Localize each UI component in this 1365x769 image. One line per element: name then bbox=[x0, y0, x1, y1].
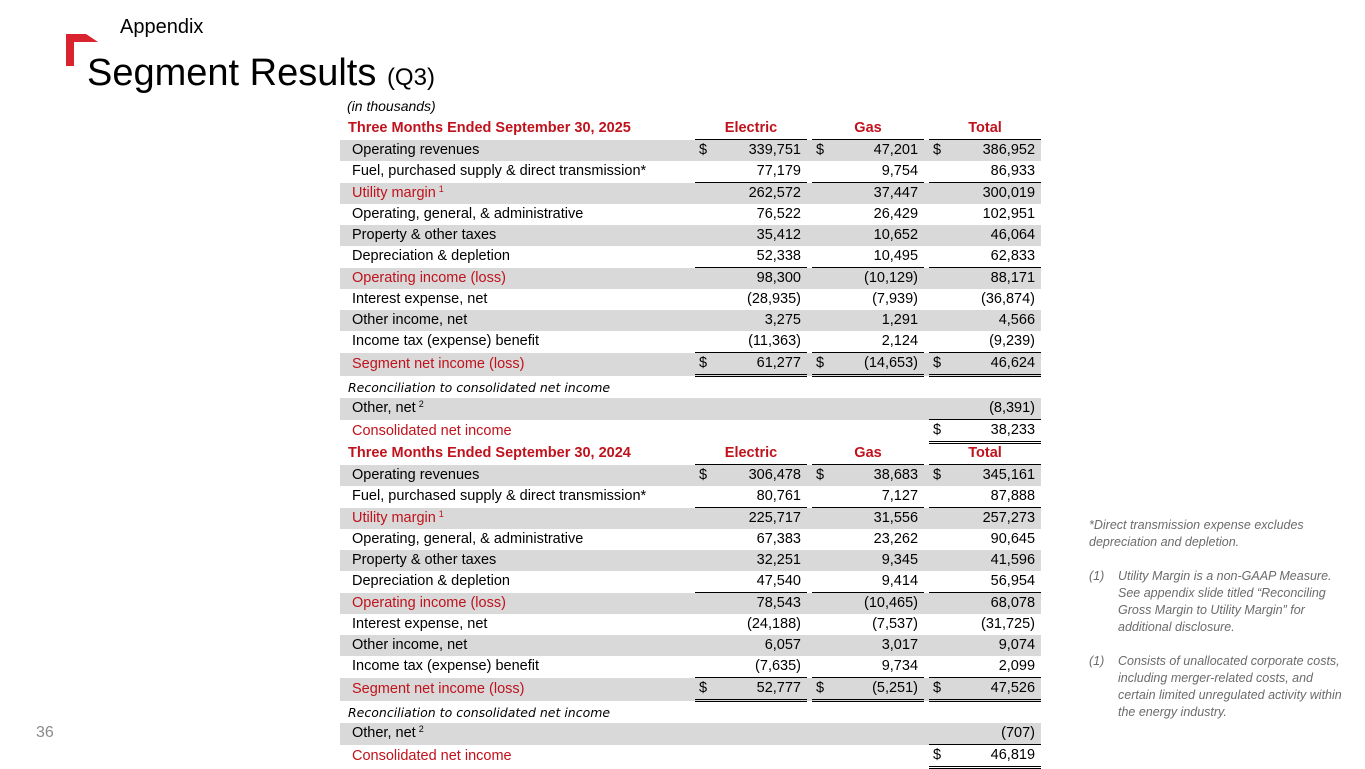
footnote-1 bbox=[1089, 568, 1349, 636]
row-label bbox=[340, 353, 695, 376]
other-net-label-text: Other, net bbox=[352, 725, 416, 742]
row-label bbox=[340, 635, 695, 656]
other-net-value: (8,391) bbox=[949, 398, 1041, 420]
empty-cell bbox=[715, 420, 807, 443]
reconciliation-label: Reconciliation to consolidated net income bbox=[340, 701, 1041, 724]
table-row bbox=[340, 508, 1041, 530]
other-net-label-text: Other, net bbox=[352, 400, 416, 417]
dollar-sign-total bbox=[929, 614, 949, 635]
row-label bbox=[340, 465, 695, 487]
row-label bbox=[340, 486, 695, 508]
section-label: Appendix bbox=[120, 16, 204, 38]
empty-cell bbox=[715, 723, 807, 745]
dollar-sign-gas bbox=[812, 571, 832, 593]
consolidated-row bbox=[340, 420, 1041, 443]
table-header-row bbox=[340, 443, 1041, 465]
dollar-sign-electric bbox=[695, 289, 715, 310]
value-gas: (7,939) bbox=[872, 291, 919, 307]
value-electric: 47,540 bbox=[756, 573, 801, 589]
value-electric: (24,188) bbox=[746, 616, 801, 632]
segment-results-table-2024 bbox=[340, 443, 1041, 769]
table-row bbox=[340, 310, 1041, 331]
value-gas: 10,495 bbox=[873, 248, 919, 264]
value-gas: (14,653) bbox=[832, 353, 924, 376]
dollar-sign-gas bbox=[812, 508, 832, 530]
value-gas: (7,537) bbox=[872, 616, 919, 632]
row-label-text: Property & other taxes bbox=[352, 227, 497, 243]
row-label-text: Interest expense, net bbox=[352, 616, 488, 632]
consolidated-value: 46,819 bbox=[949, 745, 1041, 768]
empty-cell bbox=[832, 723, 924, 745]
dollar-sign-gas bbox=[812, 204, 832, 225]
empty-cell bbox=[695, 398, 715, 420]
column-header-electric: Electric bbox=[724, 445, 778, 461]
value-total: 102,951 bbox=[982, 206, 1036, 222]
row-label bbox=[340, 508, 695, 530]
value-total: 88,171 bbox=[949, 268, 1041, 290]
dollar-sign-electric bbox=[695, 310, 715, 331]
value-electric: 52,777 bbox=[715, 678, 807, 701]
dollar-sign-total bbox=[929, 268, 949, 290]
row-label-text: Operating, general, & administrative bbox=[352, 531, 584, 547]
empty-cell bbox=[695, 745, 715, 768]
dollar-sign-gas: $ bbox=[812, 140, 832, 162]
value-electric: 78,543 bbox=[715, 593, 807, 615]
consolidated-row bbox=[340, 745, 1041, 768]
other-net-label bbox=[340, 398, 695, 420]
empty-cell bbox=[929, 723, 949, 745]
value-gas: 31,556 bbox=[832, 508, 924, 530]
dollar-sign-gas bbox=[812, 310, 832, 331]
table-row bbox=[340, 331, 1041, 353]
value-gas: 9,345 bbox=[832, 550, 924, 571]
dollar-sign-gas bbox=[812, 635, 832, 656]
value-total: 345,161 bbox=[949, 465, 1041, 487]
dollar-sign-total bbox=[929, 593, 949, 615]
value-electric: 32,251 bbox=[715, 550, 807, 571]
value-electric: 61,277 bbox=[715, 353, 807, 376]
empty-cell bbox=[812, 398, 832, 420]
table-row bbox=[340, 614, 1041, 635]
row-label-footnote-ref: 1 bbox=[438, 183, 444, 194]
row-label bbox=[340, 183, 695, 205]
dollar-sign-total: $ bbox=[929, 678, 949, 701]
dollar-sign-electric bbox=[695, 508, 715, 530]
dollar-sign-gas bbox=[812, 268, 832, 290]
row-label-text: Fuel, purchased supply & direct transmission* bbox=[352, 163, 647, 180]
value-total: 4,566 bbox=[949, 310, 1041, 331]
row-label-text: Operating, general, & administrative bbox=[352, 206, 584, 222]
dollar-sign-electric bbox=[695, 571, 715, 593]
row-label-text: Operating revenues bbox=[352, 466, 480, 483]
dollar-sign-total bbox=[929, 529, 949, 550]
value-total: (36,874) bbox=[981, 291, 1036, 307]
value-electric: 3,275 bbox=[715, 310, 807, 331]
value-gas: 47,201 bbox=[832, 140, 924, 162]
table-row bbox=[340, 353, 1041, 376]
dollar-sign-total: $ bbox=[929, 420, 949, 443]
dollar-sign-total: $ bbox=[929, 353, 949, 376]
row-label-text: Property & other taxes bbox=[352, 552, 497, 568]
dollar-sign-gas bbox=[812, 529, 832, 550]
value-gas: (10,129) bbox=[832, 268, 924, 290]
reconciliation-label: Reconciliation to consolidated net income bbox=[340, 376, 1041, 399]
footnote-2 bbox=[1089, 653, 1349, 721]
value-total: 300,019 bbox=[949, 183, 1041, 205]
footnotes bbox=[1089, 517, 1349, 738]
table-row bbox=[340, 140, 1041, 162]
value-total: 87,888 bbox=[990, 488, 1036, 504]
dollar-sign-electric bbox=[695, 161, 715, 183]
column-header-gas: Gas bbox=[854, 120, 882, 136]
dollar-sign-gas bbox=[812, 656, 832, 678]
dollar-sign-total bbox=[929, 550, 949, 571]
dollar-sign-gas bbox=[812, 289, 832, 310]
dollar-sign-total bbox=[929, 183, 949, 205]
dollar-sign-total bbox=[929, 204, 949, 225]
value-total: (9,239) bbox=[989, 333, 1036, 349]
value-total: 41,596 bbox=[949, 550, 1041, 571]
value-total: 90,645 bbox=[990, 531, 1036, 547]
other-net-footnote-ref: 2 bbox=[418, 724, 424, 735]
dollar-sign-total: $ bbox=[929, 465, 949, 487]
dollar-sign-total bbox=[929, 486, 949, 508]
dollar-sign-electric: $ bbox=[695, 465, 715, 487]
value-electric: 35,412 bbox=[715, 225, 807, 246]
consolidated-label: Consolidated net income bbox=[352, 422, 512, 439]
dollar-sign-electric bbox=[695, 635, 715, 656]
dollar-sign-total bbox=[929, 161, 949, 183]
table-row bbox=[340, 529, 1041, 550]
value-electric: 262,572 bbox=[715, 183, 807, 205]
row-label-text: Fuel, purchased supply & direct transmission* bbox=[352, 488, 647, 505]
value-gas: 7,127 bbox=[881, 488, 919, 504]
table-row bbox=[340, 246, 1041, 268]
dollar-sign-total bbox=[929, 656, 949, 678]
table-header-row bbox=[340, 118, 1041, 140]
value-total: 86,933 bbox=[990, 163, 1036, 179]
column-header-electric: Electric bbox=[724, 120, 778, 136]
row-label-text: Operating income (loss) bbox=[352, 594, 506, 611]
empty-cell bbox=[695, 723, 715, 745]
value-electric: 98,300 bbox=[715, 268, 807, 290]
value-electric: 52,338 bbox=[756, 248, 801, 264]
value-electric: 76,522 bbox=[756, 206, 801, 222]
reconciliation-row bbox=[340, 701, 1041, 724]
dollar-sign-gas bbox=[812, 550, 832, 571]
empty-cell bbox=[812, 723, 832, 745]
value-gas: 23,262 bbox=[873, 531, 919, 547]
footnote-1-marker: (1) bbox=[1089, 569, 1105, 583]
row-label bbox=[340, 331, 695, 353]
table-row bbox=[340, 656, 1041, 678]
dollar-sign-electric bbox=[695, 225, 715, 246]
value-total: 68,078 bbox=[949, 593, 1041, 615]
dollar-sign-electric bbox=[695, 331, 715, 353]
value-electric: 67,383 bbox=[756, 531, 801, 547]
table-row bbox=[340, 268, 1041, 290]
footnote-2-marker: (1) bbox=[1089, 654, 1105, 668]
value-gas: 9,734 bbox=[881, 658, 919, 674]
table-row bbox=[340, 571, 1041, 593]
table-row bbox=[340, 593, 1041, 615]
dollar-sign-electric: $ bbox=[695, 140, 715, 162]
dollar-sign-electric: $ bbox=[695, 353, 715, 376]
value-total: 9,074 bbox=[949, 635, 1041, 656]
value-gas: (5,251) bbox=[832, 678, 924, 701]
row-label-text: Operating income (loss) bbox=[352, 269, 506, 286]
dollar-sign-gas: $ bbox=[812, 678, 832, 701]
dollar-sign-electric bbox=[695, 268, 715, 290]
value-gas: 38,683 bbox=[832, 465, 924, 487]
value-total: 2,099 bbox=[998, 658, 1036, 674]
row-label-text: Operating revenues bbox=[352, 141, 480, 158]
value-total: 386,952 bbox=[949, 140, 1041, 162]
row-label-text: Segment net income (loss) bbox=[352, 355, 525, 372]
dollar-sign-gas bbox=[812, 161, 832, 183]
value-gas: 37,447 bbox=[832, 183, 924, 205]
dollar-sign-electric bbox=[695, 550, 715, 571]
dollar-sign-total: $ bbox=[929, 140, 949, 162]
column-header-total: Total bbox=[968, 120, 1002, 136]
row-label bbox=[340, 140, 695, 162]
table-row bbox=[340, 204, 1041, 225]
page-number: 36 bbox=[36, 724, 54, 741]
dollar-sign-total: $ bbox=[929, 745, 949, 768]
dollar-sign-electric bbox=[695, 246, 715, 268]
dollar-sign-total bbox=[929, 246, 949, 268]
empty-cell bbox=[695, 420, 715, 443]
row-label bbox=[340, 571, 695, 593]
period-heading: Three Months Ended September 30, 2025 bbox=[348, 120, 631, 137]
dollar-sign-total bbox=[929, 635, 949, 656]
table-row bbox=[340, 225, 1041, 246]
row-label-text: Other income, net bbox=[352, 637, 468, 653]
row-label bbox=[340, 225, 695, 246]
table-row bbox=[340, 678, 1041, 701]
column-header-total: Total bbox=[968, 445, 1002, 461]
value-electric: 6,057 bbox=[715, 635, 807, 656]
table-row bbox=[340, 465, 1041, 487]
value-gas: 9,754 bbox=[881, 163, 919, 179]
dollar-sign-total bbox=[929, 310, 949, 331]
row-label bbox=[340, 289, 695, 310]
value-gas: 2,124 bbox=[881, 333, 919, 349]
corner-accent-notch bbox=[86, 34, 98, 42]
dollar-sign-electric bbox=[695, 486, 715, 508]
reconciliation-row bbox=[340, 376, 1041, 399]
row-label bbox=[340, 310, 695, 331]
dollar-sign-gas bbox=[812, 183, 832, 205]
empty-cell bbox=[812, 420, 832, 443]
dollar-sign-gas: $ bbox=[812, 353, 832, 376]
value-total: 47,526 bbox=[949, 678, 1041, 701]
page-title bbox=[87, 50, 435, 101]
dollar-sign-gas bbox=[812, 614, 832, 635]
empty-cell bbox=[832, 398, 924, 420]
table-row bbox=[340, 635, 1041, 656]
column-header-gas: Gas bbox=[854, 445, 882, 461]
row-label-text: Interest expense, net bbox=[352, 291, 488, 307]
value-electric: 80,761 bbox=[756, 488, 801, 504]
value-electric: 225,717 bbox=[715, 508, 807, 530]
row-label-text: Utility margin bbox=[352, 184, 436, 201]
value-total: 257,273 bbox=[949, 508, 1041, 530]
footnote-2-text: Consists of unallocated corporate costs, including merger-related costs, and certain limited unregulated activity within the energy industry. bbox=[1118, 654, 1342, 719]
segment-results-table-2025 bbox=[340, 118, 1041, 444]
dollar-sign-total bbox=[929, 508, 949, 530]
footnote-1-text: Utility Margin is a non-GAAP Measure. See appendix slide titled “Reconciling Gross Margin to Utility Margin” for additional disclosure. bbox=[1118, 569, 1332, 634]
consolidated-label: Consolidated net income bbox=[352, 747, 512, 764]
other-net-value: (707) bbox=[949, 723, 1041, 745]
dollar-sign-electric bbox=[695, 593, 715, 615]
value-total: 46,624 bbox=[949, 353, 1041, 376]
empty-cell bbox=[929, 398, 949, 420]
other-net-label bbox=[340, 723, 695, 745]
value-electric: (7,635) bbox=[755, 658, 801, 674]
dollar-sign-total bbox=[929, 571, 949, 593]
value-electric: (11,363) bbox=[748, 333, 801, 349]
row-label-text: Income tax (expense) benefit bbox=[352, 658, 539, 675]
dollar-sign-electric bbox=[695, 204, 715, 225]
page-title-text: Segment Results bbox=[87, 52, 377, 94]
footnote-intro: *Direct transmission expense excludes depreciation and depletion. bbox=[1089, 518, 1304, 549]
dollar-sign-gas bbox=[812, 331, 832, 353]
row-label-text: Depreciation & depletion bbox=[352, 573, 510, 590]
row-label bbox=[340, 593, 695, 615]
row-label-text: Segment net income (loss) bbox=[352, 680, 525, 697]
row-label bbox=[340, 204, 695, 225]
value-total: 62,833 bbox=[990, 248, 1036, 264]
row-label bbox=[340, 614, 695, 635]
value-gas: 9,414 bbox=[881, 573, 919, 589]
other-net-row bbox=[340, 723, 1041, 745]
dollar-sign-electric bbox=[695, 529, 715, 550]
value-gas: 10,652 bbox=[832, 225, 924, 246]
value-gas: 1,291 bbox=[832, 310, 924, 331]
value-electric: 339,751 bbox=[715, 140, 807, 162]
empty-cell bbox=[832, 420, 924, 443]
empty-cell bbox=[812, 745, 832, 768]
value-gas: (10,465) bbox=[832, 593, 924, 615]
dollar-sign-electric bbox=[695, 614, 715, 635]
value-electric: (28,935) bbox=[746, 291, 801, 307]
dollar-sign-total bbox=[929, 225, 949, 246]
other-net-footnote-ref: 2 bbox=[418, 399, 424, 410]
table-row bbox=[340, 550, 1041, 571]
value-total: 56,954 bbox=[990, 573, 1036, 589]
value-electric: 77,179 bbox=[756, 163, 801, 179]
row-label bbox=[340, 550, 695, 571]
value-total: 46,064 bbox=[949, 225, 1041, 246]
row-label bbox=[340, 268, 695, 290]
empty-cell bbox=[715, 745, 807, 768]
row-label bbox=[340, 678, 695, 701]
value-gas: 3,017 bbox=[832, 635, 924, 656]
row-label-text: Income tax (expense) benefit bbox=[352, 333, 539, 350]
row-label-text: Depreciation & depletion bbox=[352, 248, 510, 265]
value-total: (31,725) bbox=[981, 616, 1036, 632]
consolidated-value: 38,233 bbox=[949, 420, 1041, 443]
dollar-sign-gas bbox=[812, 246, 832, 268]
corner-accent-vertical bbox=[66, 34, 74, 66]
period-heading: Three Months Ended September 30, 2024 bbox=[348, 445, 631, 462]
dollar-sign-total bbox=[929, 331, 949, 353]
dollar-sign-gas bbox=[812, 486, 832, 508]
table-row bbox=[340, 486, 1041, 508]
row-label bbox=[340, 246, 695, 268]
value-gas: 26,429 bbox=[873, 206, 919, 222]
dollar-sign-gas bbox=[812, 225, 832, 246]
value-electric: 306,478 bbox=[715, 465, 807, 487]
table-row bbox=[340, 183, 1041, 205]
empty-cell bbox=[832, 745, 924, 768]
dollar-sign-electric bbox=[695, 183, 715, 205]
dollar-sign-total bbox=[929, 289, 949, 310]
row-label-text: Utility margin bbox=[352, 509, 436, 526]
table-row bbox=[340, 161, 1041, 183]
other-net-row bbox=[340, 398, 1041, 420]
units-note: (in thousands) bbox=[347, 98, 436, 114]
row-label-text: Other income, net bbox=[352, 312, 468, 328]
dollar-sign-electric: $ bbox=[695, 678, 715, 701]
row-label bbox=[340, 656, 695, 678]
table-row bbox=[340, 289, 1041, 310]
row-label bbox=[340, 161, 695, 183]
page-title-suffix: (Q3) bbox=[386, 64, 435, 91]
dollar-sign-gas bbox=[812, 593, 832, 615]
row-label bbox=[340, 529, 695, 550]
empty-cell bbox=[715, 398, 807, 420]
dollar-sign-electric bbox=[695, 656, 715, 678]
dollar-sign-gas: $ bbox=[812, 465, 832, 487]
row-label-footnote-ref: 1 bbox=[438, 508, 444, 519]
